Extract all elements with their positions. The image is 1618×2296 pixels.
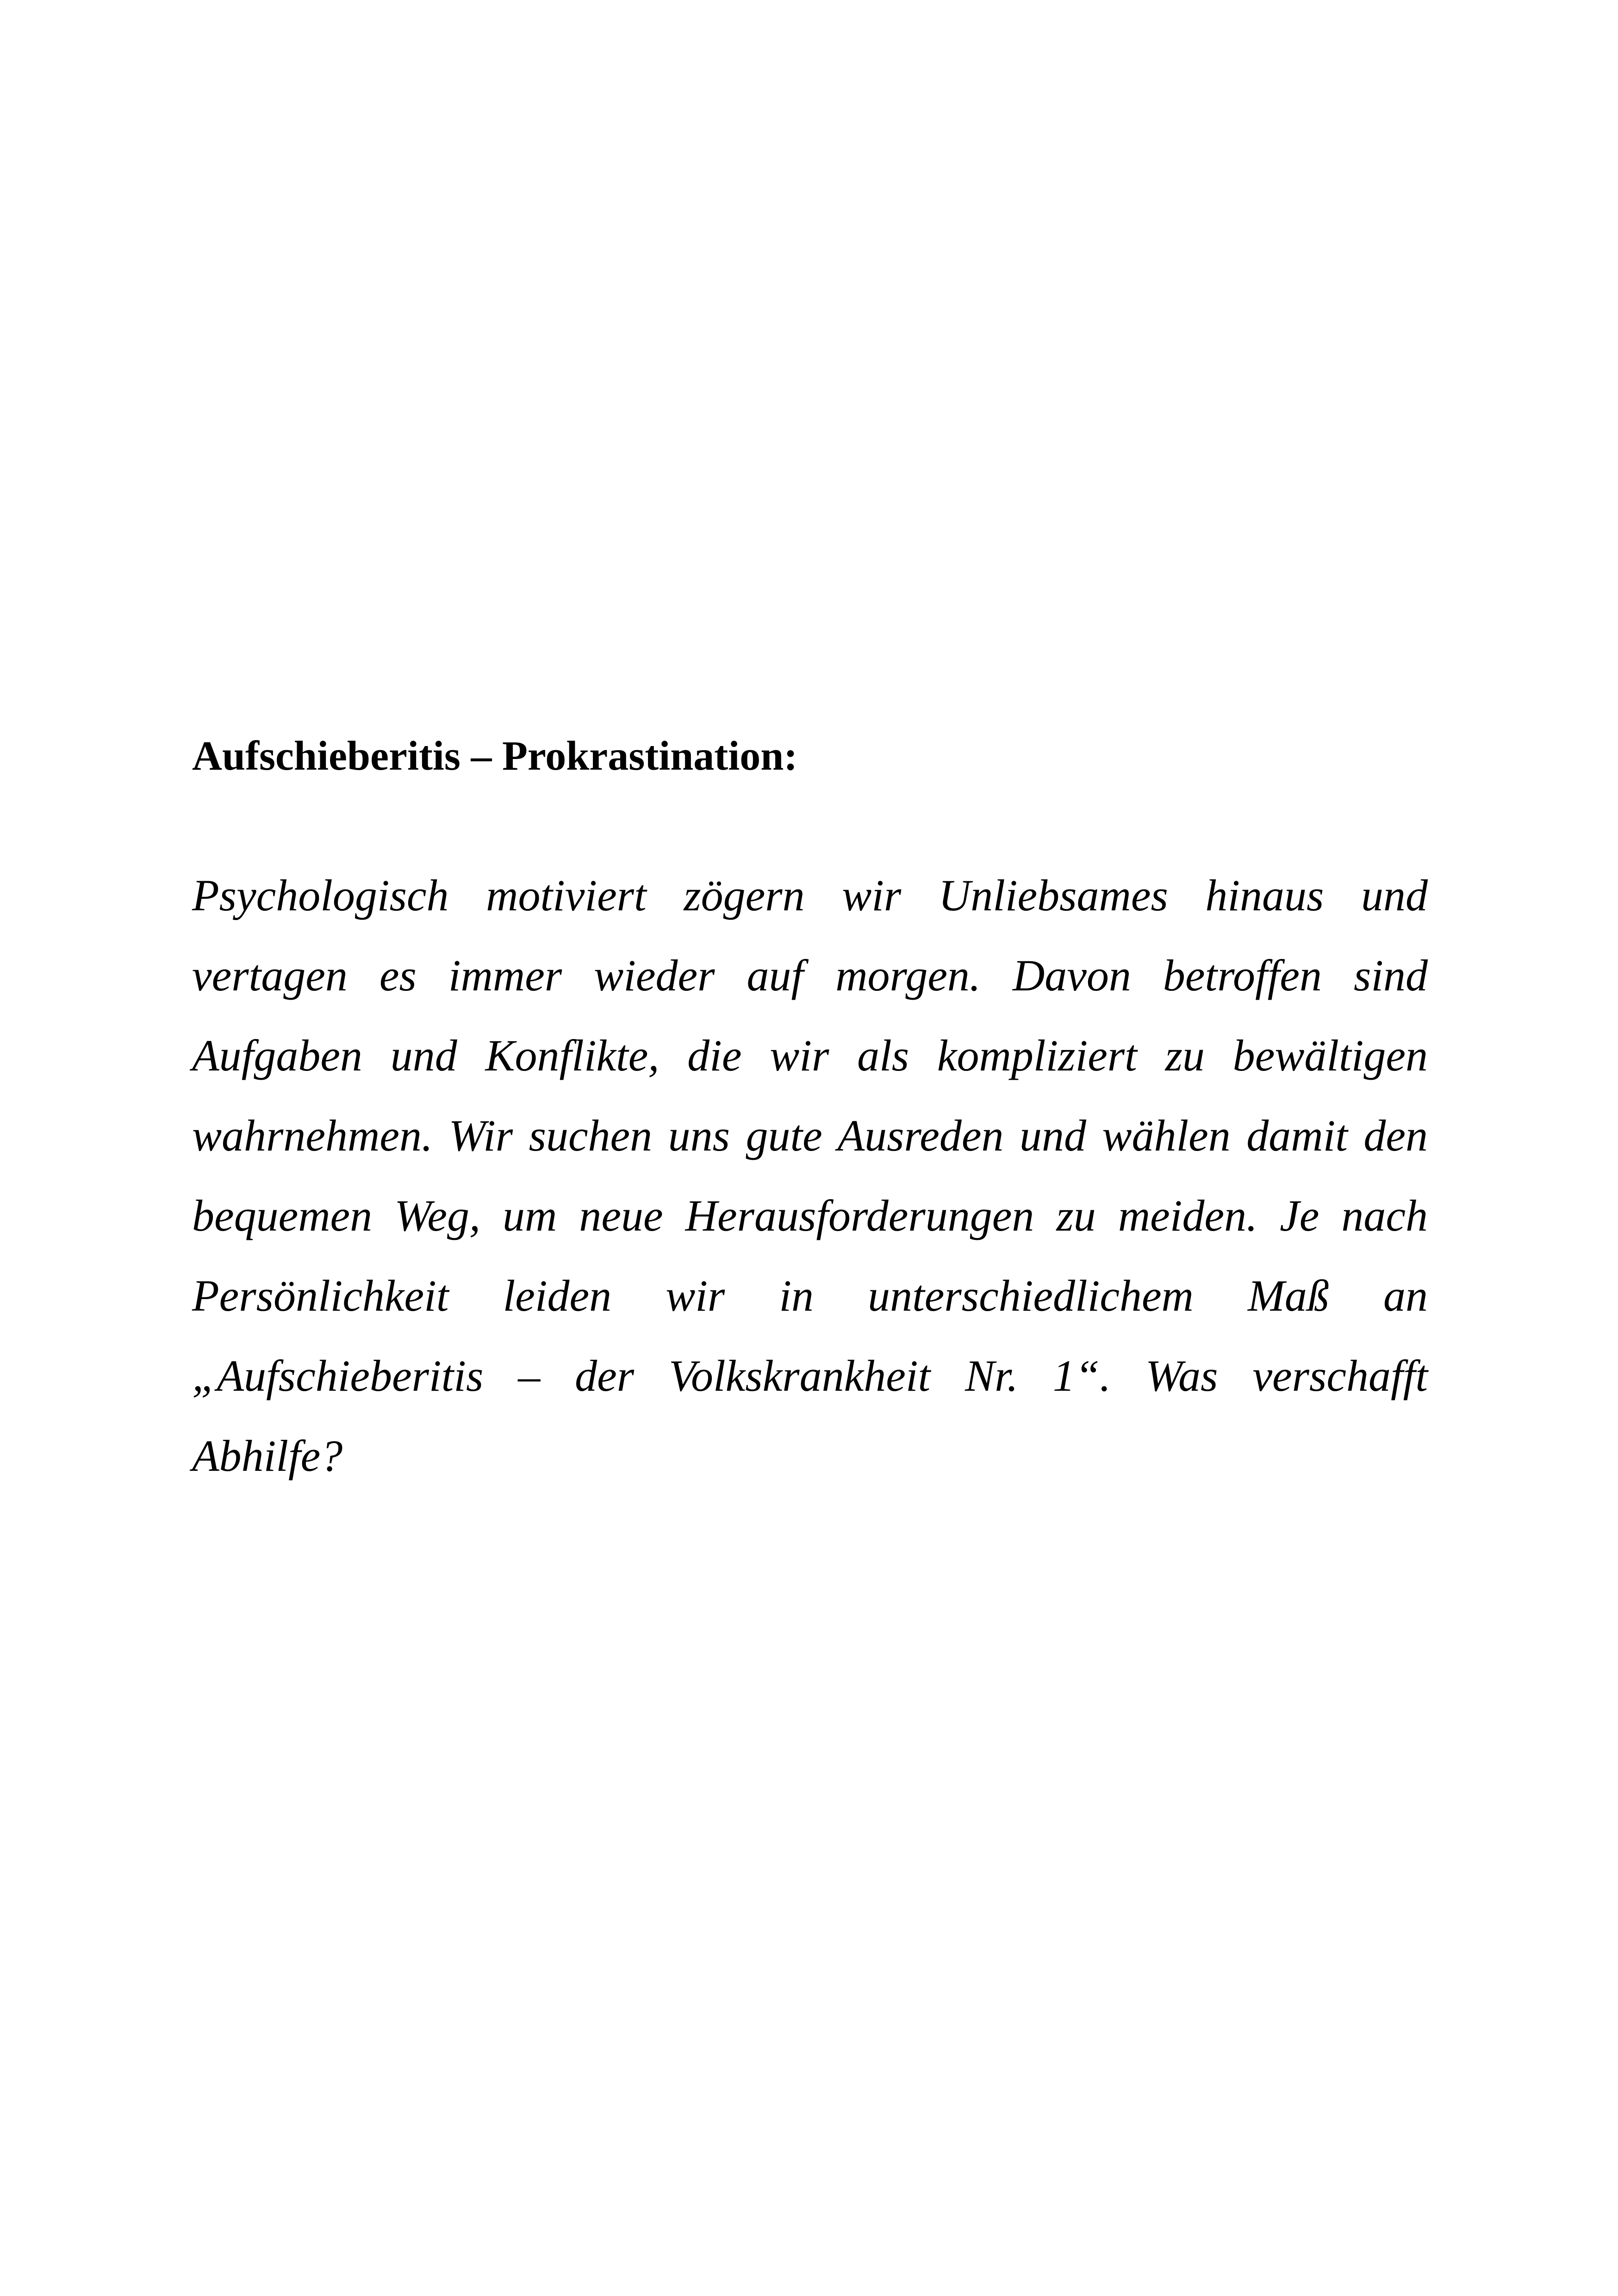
paragraph-line: Persönlichkeit leiden wir in unterschiedlichem Maß an	[192, 1271, 1428, 1320]
page-title: Aufschieberitis – Prokrastination:	[192, 733, 798, 779]
document-content	[192, 731, 1428, 1496]
paragraph-line: vertagen es immer wieder auf morgen. Davon betroffen sind	[192, 951, 1428, 1000]
body-paragraph	[192, 855, 1428, 1496]
paragraph-line: „Aufschieberitis – der Volkskrankheit Nr. 1“. Was verschafft	[192, 1351, 1428, 1400]
paragraph-line: bequemen Weg, um neue Herausforderungen zu meiden. Je nach	[192, 1191, 1428, 1240]
paragraph-line: Aufgaben und Konflikte, die wir als kompliziert zu bewältigen	[192, 1031, 1428, 1080]
paragraph-line: Abhilfe?	[192, 1431, 343, 1481]
paragraph-line: wahrnehmen. Wir suchen uns gute Ausreden und wählen damit den	[192, 1111, 1428, 1160]
paragraph-line: Psychologisch motiviert zögern wir Unliebsames hinaus und	[192, 871, 1428, 920]
